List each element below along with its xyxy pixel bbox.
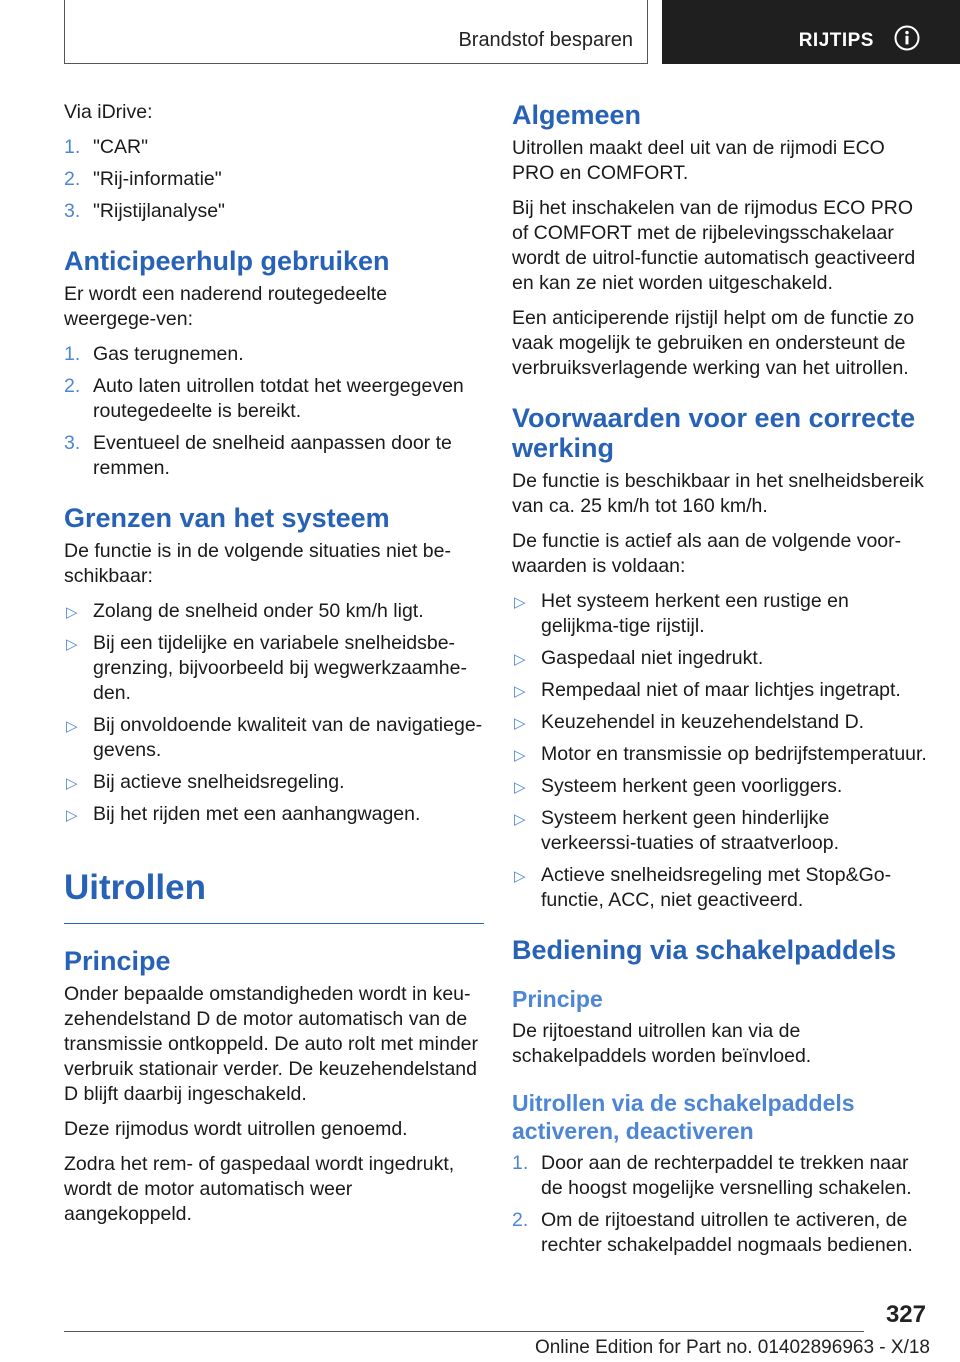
list-item: 3. Eventueel de snelheid aanpassen door te remmen. — [64, 432, 452, 479]
list-item: 2. "Rij-informatie" — [64, 168, 222, 190]
list-item: 2. Auto laten uitrollen totdat het weergegeven routegedeelte is bereikt. — [64, 375, 464, 422]
triangle-bullet-icon: ▷ — [514, 747, 526, 764]
general-paragraph-2: Bij het inschakelen van de rijmodus ECO PRO of COMFORT met de rijbelevingsschakelaar wordt de uitrol-functie automatisch geactiveerd en kan ze niet worden uitgeschakeld. — [512, 197, 916, 294]
header-chapter-box — [662, 0, 960, 64]
paddles-principle-heading: Principe — [512, 986, 603, 1012]
coasting-heading: Uitrollen — [64, 867, 484, 924]
conditions-paragraph-1: De functie is beschikbaar in het snelheidsbereik van ca. 25 km/h tot 160 km/h. — [512, 470, 924, 517]
anticipate-steps — [64, 342, 484, 481]
triangle-bullet-icon: ▷ — [66, 807, 78, 824]
idrive-steps — [64, 135, 484, 224]
triangle-bullet-icon: ▷ — [514, 779, 526, 796]
page-number: 327 — [885, 1301, 926, 1328]
triangle-bullet-icon: ▷ — [514, 594, 526, 611]
list-item: ▷ Bij actieve snelheidsregeling. — [64, 770, 484, 795]
list-item: ▷ Bij onvoldoende kwaliteit van de navigatiege-gevens. — [66, 714, 483, 761]
list-item: ▷ Zolang de snelheid onder 50 km/h ligt. — [64, 599, 484, 624]
general-paragraph-1: Uitrollen maakt deel uit van de rijmodi ECO PRO en COMFORT. — [512, 137, 885, 184]
list-item: ▷ Motor en transmissie op bedrijfstemperatuur. — [512, 742, 930, 767]
list-item: 1. "CAR" — [64, 136, 149, 158]
list-item: ▷ Rempedaal niet of maar lichtjes ingetrapt. — [512, 678, 930, 703]
list-item: ▷ Gaspedaal niet ingedrukt. — [512, 646, 930, 671]
right-column — [512, 100, 930, 1265]
triangle-bullet-icon: ▷ — [66, 636, 78, 653]
limits-list — [64, 599, 484, 827]
conditions-list — [512, 589, 930, 913]
list-item: ▷ Bij het rijden met een aanhangwagen. — [64, 802, 484, 827]
triangle-bullet-icon: ▷ — [514, 811, 526, 828]
conditions-paragraph-2: De functie is actief als aan de volgende voor-waarden is voldaan: — [512, 530, 902, 577]
footer-edition: Online Edition for Part no. 01402896963 - X/18 — [534, 1337, 930, 1358]
triangle-bullet-icon: ▷ — [66, 775, 78, 792]
triangle-bullet-icon: ▷ — [514, 715, 526, 732]
list-item: ▷ Het systeem herkent een rustige en gelijkma-tige rijstijl. — [514, 590, 849, 637]
principle-heading: Principe — [64, 946, 171, 976]
limits-heading: Grenzen van het systeem — [64, 503, 390, 533]
triangle-bullet-icon: ▷ — [66, 718, 78, 735]
general-heading: Algemeen — [512, 100, 642, 130]
principle-paragraph-2: Deze rijmodus wordt uitrollen genoemd. — [64, 1118, 408, 1140]
triangle-bullet-icon: ▷ — [514, 868, 526, 885]
triangle-bullet-icon: ▷ — [514, 651, 526, 668]
list-item: 1. Door aan de rechterpaddel te trekken naar de hoogst mogelijke versnelling schakelen. — [512, 1152, 912, 1199]
triangle-bullet-icon: ▷ — [66, 604, 78, 621]
paddles-heading: Bediening via schakelpaddels — [512, 935, 897, 965]
header-section-box — [64, 0, 648, 64]
list-item: 2. Om de rijtoestand uitrollen te activeren, de rechter schakelpaddel nogmaals bedienen. — [512, 1209, 913, 1256]
paddles-principle-text: De rijtoestand uitrollen kan via de schakelpaddels worden beïnvloed. — [512, 1020, 812, 1067]
header-section-title: Brandstof besparen — [458, 29, 633, 51]
activate-steps — [512, 1151, 930, 1258]
conditions-heading: Voorwaarden voor een correcte werking — [512, 403, 916, 463]
list-item: ▷ Systeem herkent geen hinderlijke verkeerssi-tuaties of straatverloop. — [514, 807, 840, 854]
left-column — [64, 100, 484, 1237]
info-icon — [894, 25, 920, 51]
footer-divider — [64, 1331, 864, 1332]
list-item: ▷ Actieve snelheidsregeling met Stop&Go-functie, ACC, niet geactiveerd. — [514, 864, 892, 911]
triangle-bullet-icon: ▷ — [514, 683, 526, 700]
header-chapter-title: RIJTIPS — [798, 30, 874, 51]
list-item: ▷ Bij een tijdelijke en variabele snelheidsbe-grenzing, bijvoorbeeld bij wegwerkzaamhe-den. — [66, 632, 467, 704]
anticipate-heading: Anticipeerhulp gebruiken — [64, 246, 390, 276]
anticipate-text: Er wordt een naderend routegedeelte weergege-ven: — [64, 283, 388, 330]
general-paragraph-3: Een anticiperende rijstijl helpt om de functie zo vaak mogelijk te gebruiken en ondersteunt de verbruiksverlagende werking van het uitrollen. — [512, 307, 915, 379]
principle-paragraph-3: Zodra het rem- of gaspedaal wordt ingedrukt, wordt de motor automatisch weer aangekoppeld. — [64, 1153, 455, 1225]
idrive-intro: Via iDrive: — [64, 101, 153, 123]
list-item: 3. "Rijstijlanalyse" — [64, 200, 225, 222]
limits-text: De functie is in de volgende situaties niet be-schikbaar: — [64, 540, 451, 587]
list-item: ▷ Systeem herkent geen voorliggers. — [512, 774, 930, 799]
principle-paragraph-1: Onder bepaalde omstandigheden wordt in keu-zehendelstand D de motor automatisch van de transmissie ontkoppeld. De auto rolt met minder verbruik stationair verder. De keuzehendelstand D blijft daarbij ingeschakeld. — [64, 983, 479, 1105]
list-item: ▷ Keuzehendel in keuzehendelstand D. — [512, 710, 930, 735]
activate-heading: Uitrollen via de schakelpaddels activeren, deactiveren — [512, 1090, 855, 1144]
list-item: 1. Gas terugnemen. — [64, 343, 244, 365]
